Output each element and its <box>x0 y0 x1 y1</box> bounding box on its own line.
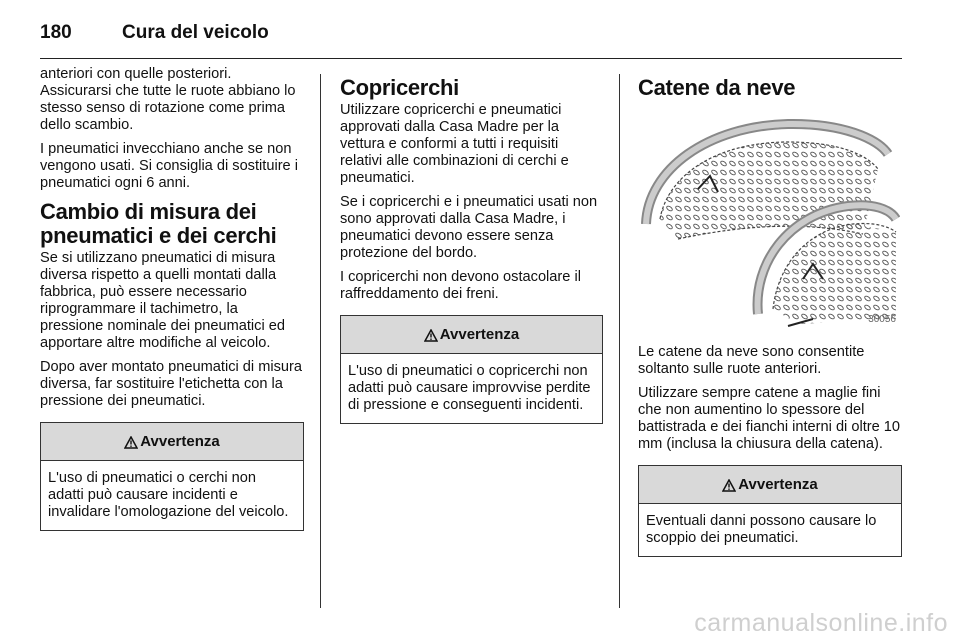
section-heading-snow-chains: Catene da neve <box>638 75 796 100</box>
column-2 <box>340 76 603 424</box>
warning-text: L'uso di pneumatici o cerchi non adatti può causare incidenti e invalidare l'omologazione del veicolo. <box>48 470 289 520</box>
column-3 <box>638 76 902 557</box>
warning-header <box>341 316 602 354</box>
warning-box <box>638 465 902 557</box>
warning-triangle-icon <box>124 436 138 449</box>
paragraph: Utilizzare copricerchi e pneumatici approvati dalla Casa Madre per la vettura e conformi a tutti i requisiti relativi alle combinazioni di cerchi e pneumatici. <box>340 102 569 186</box>
page-title: Cura del veicolo <box>122 22 269 43</box>
paragraph: Utilizzare sempre catene a maglie fini che non aumentino lo spessore del battistrada e dei fianchi interni di oltre 10 mm (inclusa la chiusura della catena). <box>638 385 901 452</box>
snow-chains-illustration <box>638 114 900 334</box>
column-divider-2 <box>619 74 620 608</box>
header-rule <box>40 58 902 59</box>
warning-box <box>40 422 304 531</box>
paragraph: Se i copricerchi e i pneumatici usati non sono approvati dalla Casa Madre, i pneumatici devono essere senza protezione del bordo. <box>340 194 598 261</box>
snow-chains-drawing <box>638 114 900 334</box>
warning-text: L'uso di pneumatici o copricerchi non adatti può causare improvvise perdite di pressione e conseguenti incidenti. <box>348 363 591 413</box>
section-heading-wheel-covers: Copricerchi <box>340 75 459 100</box>
warning-title: Avvertenza <box>140 433 220 450</box>
warning-box <box>340 315 603 424</box>
paragraph: I copricerchi non devono ostacolare il raffreddamento dei freni. <box>340 269 581 302</box>
paragraph: anteriori con quelle posteriori. Assicurarsi che tutte le ruote abbiano lo stesso senso di rotazione come prima dello scambio. <box>40 66 296 133</box>
paragraph: I pneumatici invecchiano anche se non vengono usati. Si consiglia di sostituire i pneumatici ogni 6 anni. <box>40 141 298 191</box>
section-heading-tyre-size: Cambio di misura dei pneumatici e dei cerchi <box>40 199 277 248</box>
page-number: 180 <box>40 22 72 43</box>
warning-triangle-icon <box>722 479 736 492</box>
paragraph: Le catene da neve sono consentite soltanto sulle ruote anteriori. <box>638 344 865 377</box>
warning-text: Eventuali danni possono causare lo scoppio dei pneumatici. <box>646 513 877 546</box>
warning-title: Avvertenza <box>738 476 818 493</box>
figure-number: 30056 <box>868 314 896 325</box>
warning-header <box>41 423 303 461</box>
page-header <box>40 22 269 44</box>
watermark: carmanualsonline.info <box>694 609 948 637</box>
warning-title: Avvertenza <box>439 326 520 343</box>
paragraph: Dopo aver montato pneumatici di misura diversa, far sostituire l'etichetta con la pressione dei pneumatici. <box>40 359 303 409</box>
warning-header <box>639 466 901 504</box>
column-divider-1 <box>320 74 321 608</box>
warning-triangle-icon <box>424 329 438 342</box>
paragraph: Se si utilizzano pneumatici di misura diversa rispetto a quelli montati dalla fabbrica, può essere necessario riprogrammare il tachimetro, la pressione nominale dei pneumatici ed apportare altre modifiche al veicolo. <box>40 250 286 351</box>
column-1 <box>40 66 304 531</box>
